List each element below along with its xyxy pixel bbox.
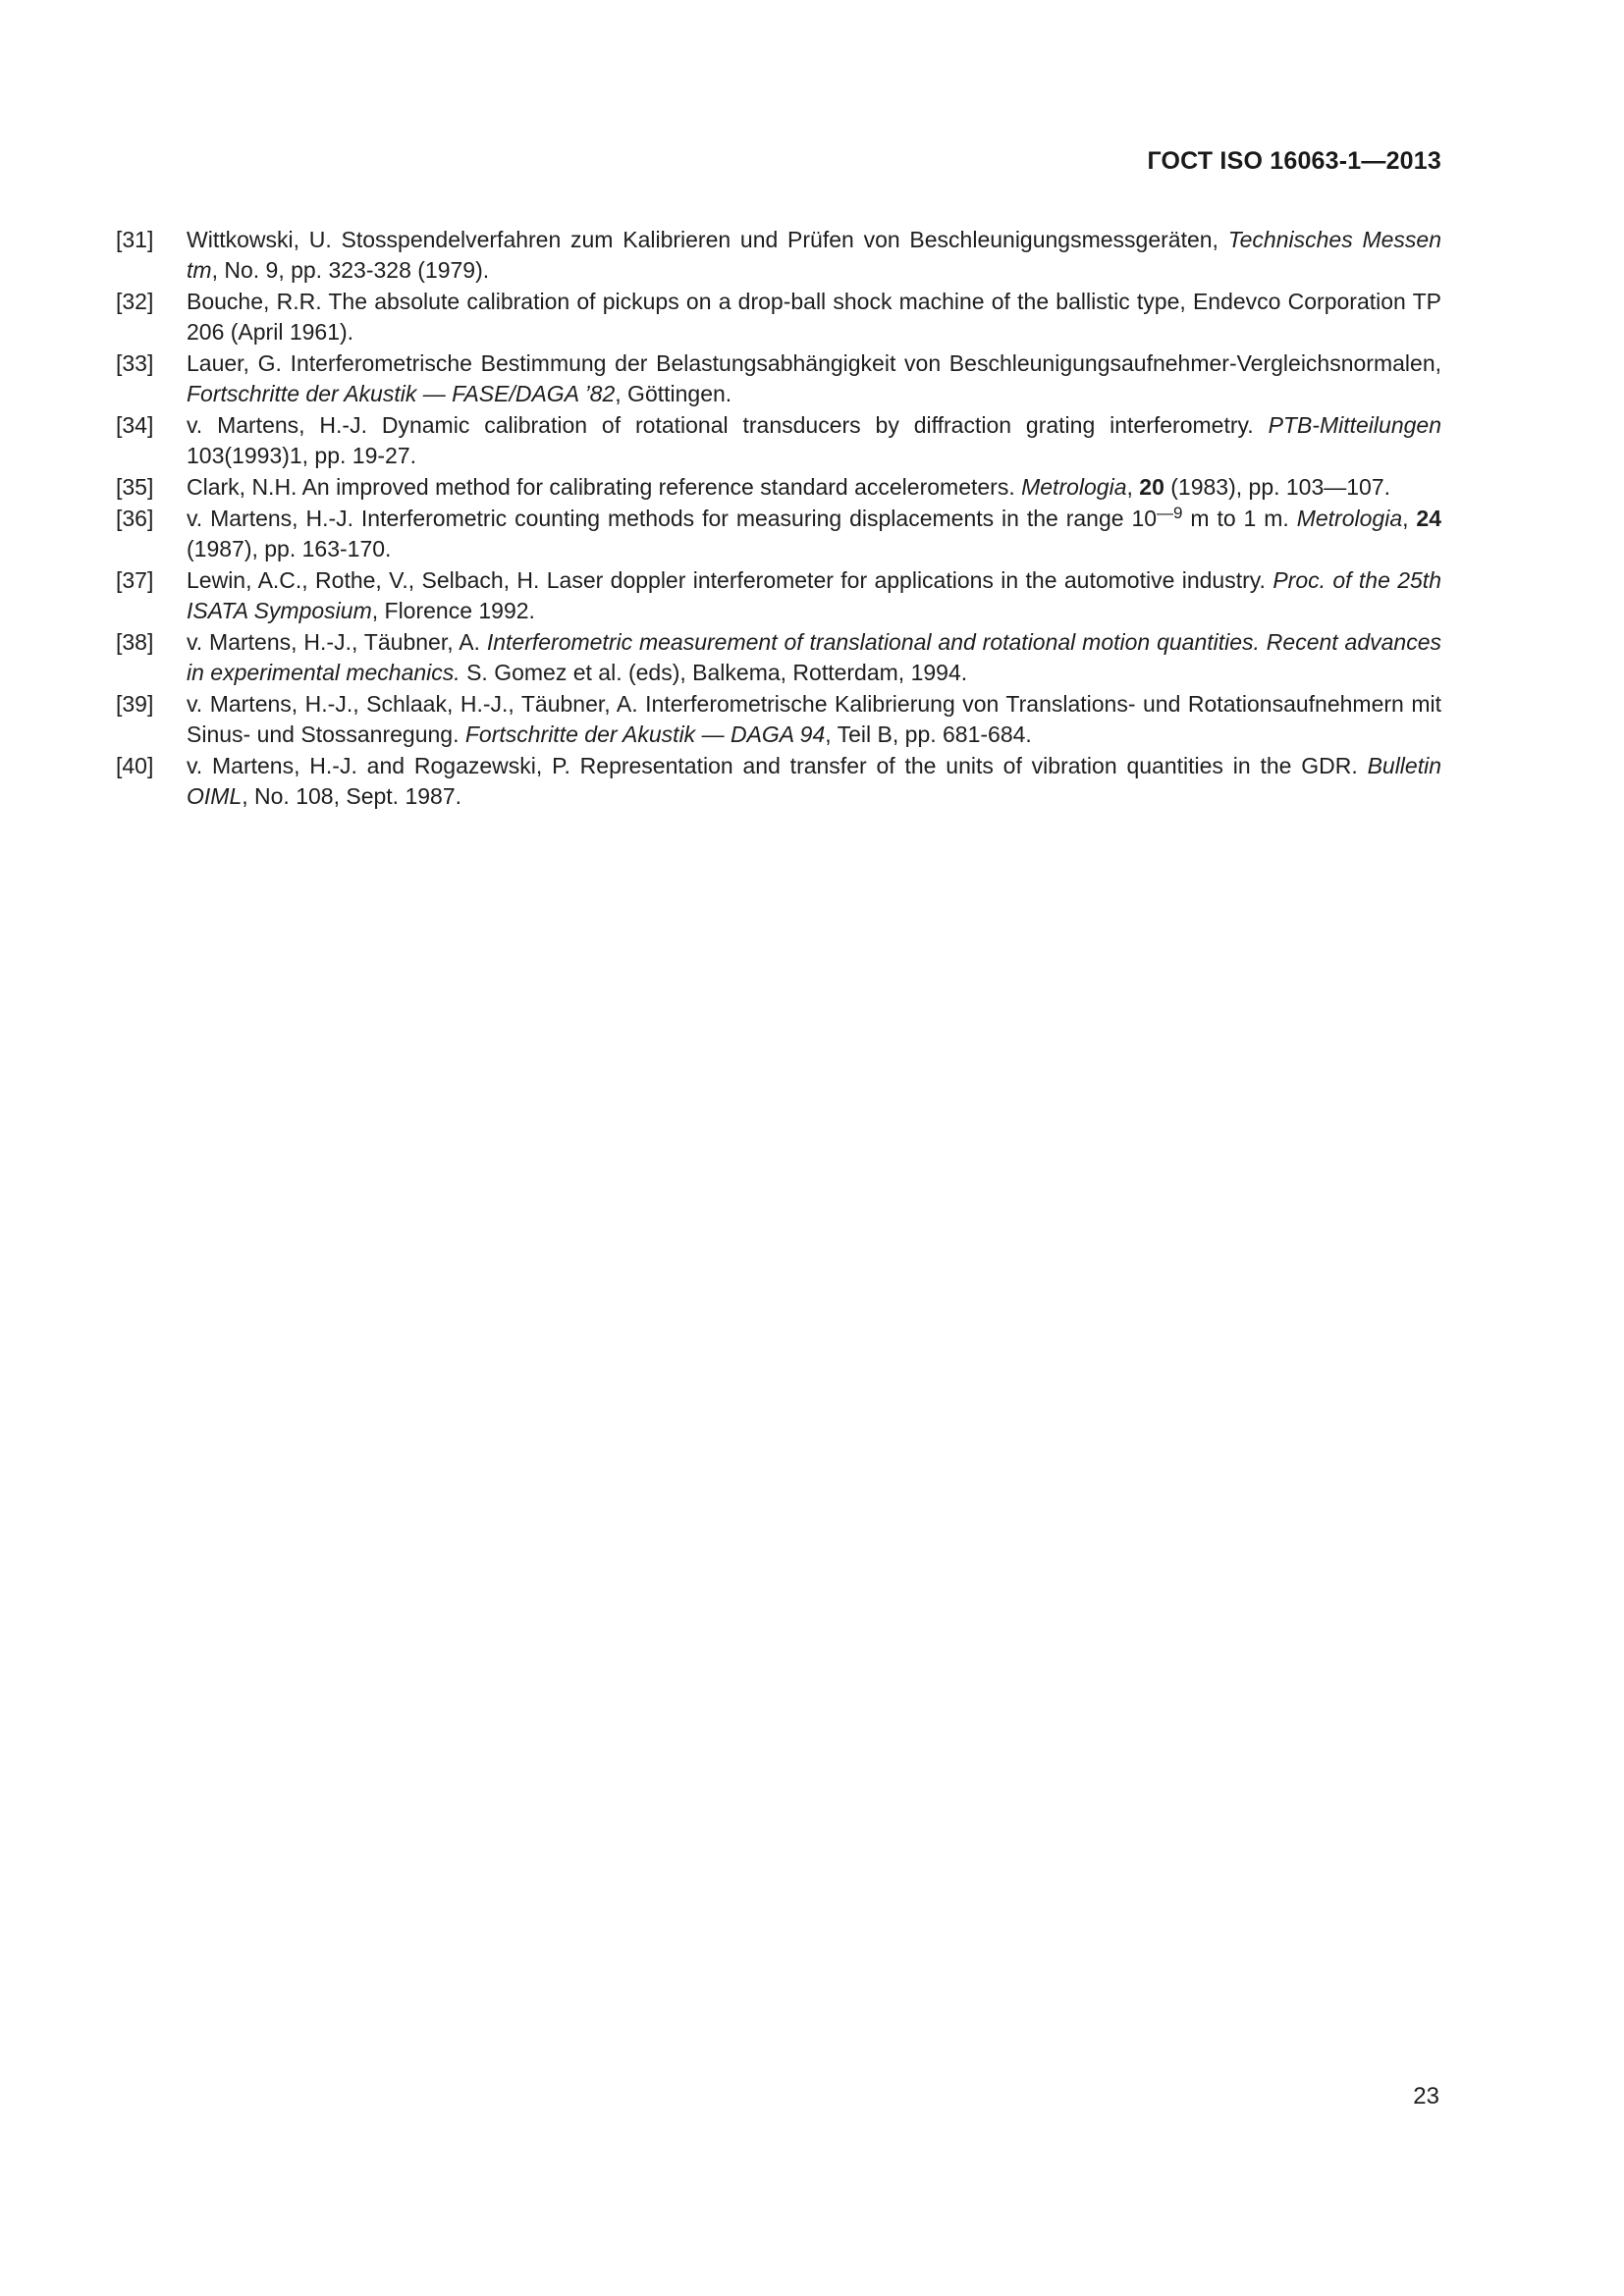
reference-text-segment: v. Martens, H.-J. Interferometric counting methods for measuring displacements in the range 10 — [187, 506, 1158, 531]
reference-text — [187, 225, 1441, 286]
reference-text — [187, 627, 1441, 688]
reference-number: [36] — [116, 506, 154, 531]
reference-text — [187, 504, 1441, 564]
reference-number: [33] — [116, 350, 154, 376]
reference-text-segment: Lauer, G. Interferometrische Bestimmung der Belastungsabhängigkeit von Beschleunigungsaufnehmer-Vergleichsnormalen, — [187, 350, 1441, 376]
reference-italic-segment: Interferometric measurement of translational and rotational motion quantities. Recent advances in experimental mechanics. — [187, 629, 1442, 685]
reference-text-segment: Clark, N.H. An improved method for calibrating reference standard accelerometers. — [187, 474, 1022, 500]
reference-number: [31] — [116, 227, 154, 252]
reference-text — [187, 287, 1441, 347]
reference-entry — [116, 225, 1441, 286]
reference-number: [32] — [116, 289, 154, 314]
reference-superscript: —9 — [1157, 504, 1183, 522]
reference-entry — [116, 565, 1441, 626]
reference-number: [39] — [116, 691, 154, 717]
reference-entry — [116, 410, 1441, 471]
reference-entry — [116, 504, 1441, 564]
reference-text-segment: , — [1126, 474, 1140, 500]
reference-number: [35] — [116, 474, 154, 500]
reference-entry — [116, 348, 1441, 409]
reference-italic-segment: PTB-Mitteilungen — [1268, 412, 1441, 438]
reference-italic-segment: Fortschritte der Akustik — DAGA 94 — [464, 721, 826, 747]
document-header: ГОСТ ISO 16063-1—2013 — [1147, 147, 1441, 175]
reference-number: [38] — [116, 629, 154, 655]
reference-text-segment: m to 1 m. — [1182, 506, 1297, 531]
reference-text — [187, 410, 1441, 471]
reference-bold-segment: 24 — [1416, 506, 1441, 531]
reference-text-segment: , Göttingen. — [615, 381, 732, 406]
reference-italic-segment: Metrologia — [1021, 474, 1127, 500]
reference-italic-segment: Metrologia — [1296, 506, 1403, 531]
reference-entry — [116, 287, 1441, 347]
reference-italic-segment: Technisches Messen tm — [187, 227, 1441, 283]
reference-entry — [116, 472, 1441, 503]
reference-text-segment: v. Martens, H.-J., Schlaak, H.-J., Täubner, A. Interferometrische Kalibrierung von Translations- und Rotationsaufnehmern mit Sinus- und Stossanregung. — [187, 691, 1441, 747]
reference-text — [187, 348, 1441, 409]
reference-text-segment: (1987), pp. 163-170. — [187, 536, 392, 561]
reference-text-segment: v. Martens, H.-J. and Rogazewski, P. Representation and transfer of the units of vibration quantities in the GDR. — [187, 753, 1368, 778]
reference-text-segment: (1983), pp. 103—107. — [1164, 474, 1391, 500]
reference-italic-segment: Fortschritte der Akustik — FASE/DAGA ’82 — [187, 381, 616, 406]
reference-text — [187, 689, 1441, 750]
reference-text — [187, 472, 1441, 503]
reference-text-segment: Bouche, R.R. The absolute calibration of pickups on a drop-ball shock machine of the ballistic type, Endevco Corporation TP 206 (April 1961). — [187, 289, 1441, 345]
reference-text-segment: v. Martens, H.-J. Dynamic calibration of rotational transducers by diffraction grating interferometry. — [187, 412, 1269, 438]
reference-text-segment: Wittkowski, U. Stosspendelverfahren zum Kalibrieren und Prüfen von Beschleunigungsmessgeräten, — [187, 227, 1228, 252]
reference-text-segment: v. Martens, H.-J., Täubner, A. — [187, 629, 487, 655]
reference-number: [40] — [116, 753, 154, 778]
reference-text-segment: Lewin, A.C., Rothe, V., Selbach, H. Laser doppler interferometer for applications in the automotive industry. — [187, 567, 1273, 593]
reference-text-segment: 103(1993)1, pp. 19-27. — [187, 443, 417, 468]
reference-number: [37] — [116, 567, 154, 593]
reference-text — [187, 565, 1441, 626]
reference-text-segment: S. Gomez et al. (eds), Balkema, Rotterdam, 1994. — [460, 660, 968, 685]
reference-text — [187, 751, 1441, 812]
reference-text-segment: , — [1402, 506, 1417, 531]
reference-italic-segment: Proc. of the 25th ISATA Symposium — [187, 567, 1441, 623]
reference-entry — [116, 689, 1441, 750]
reference-text-segment: , No. 9, pp. 323-328 (1979). — [211, 257, 490, 283]
reference-text-segment: , No. 108, Sept. 1987. — [242, 783, 462, 809]
reference-italic-segment: Bulletin OIML — [187, 753, 1441, 809]
reference-list — [116, 225, 1441, 813]
reference-entry — [116, 751, 1441, 812]
reference-text-segment: , Florence 1992. — [371, 598, 535, 623]
reference-bold-segment: 20 — [1139, 474, 1164, 500]
page-number: 23 — [1413, 2083, 1439, 2109]
reference-text-segment: , Teil B, pp. 681-684. — [825, 721, 1032, 747]
reference-number: [34] — [116, 412, 154, 438]
reference-entry — [116, 627, 1441, 688]
